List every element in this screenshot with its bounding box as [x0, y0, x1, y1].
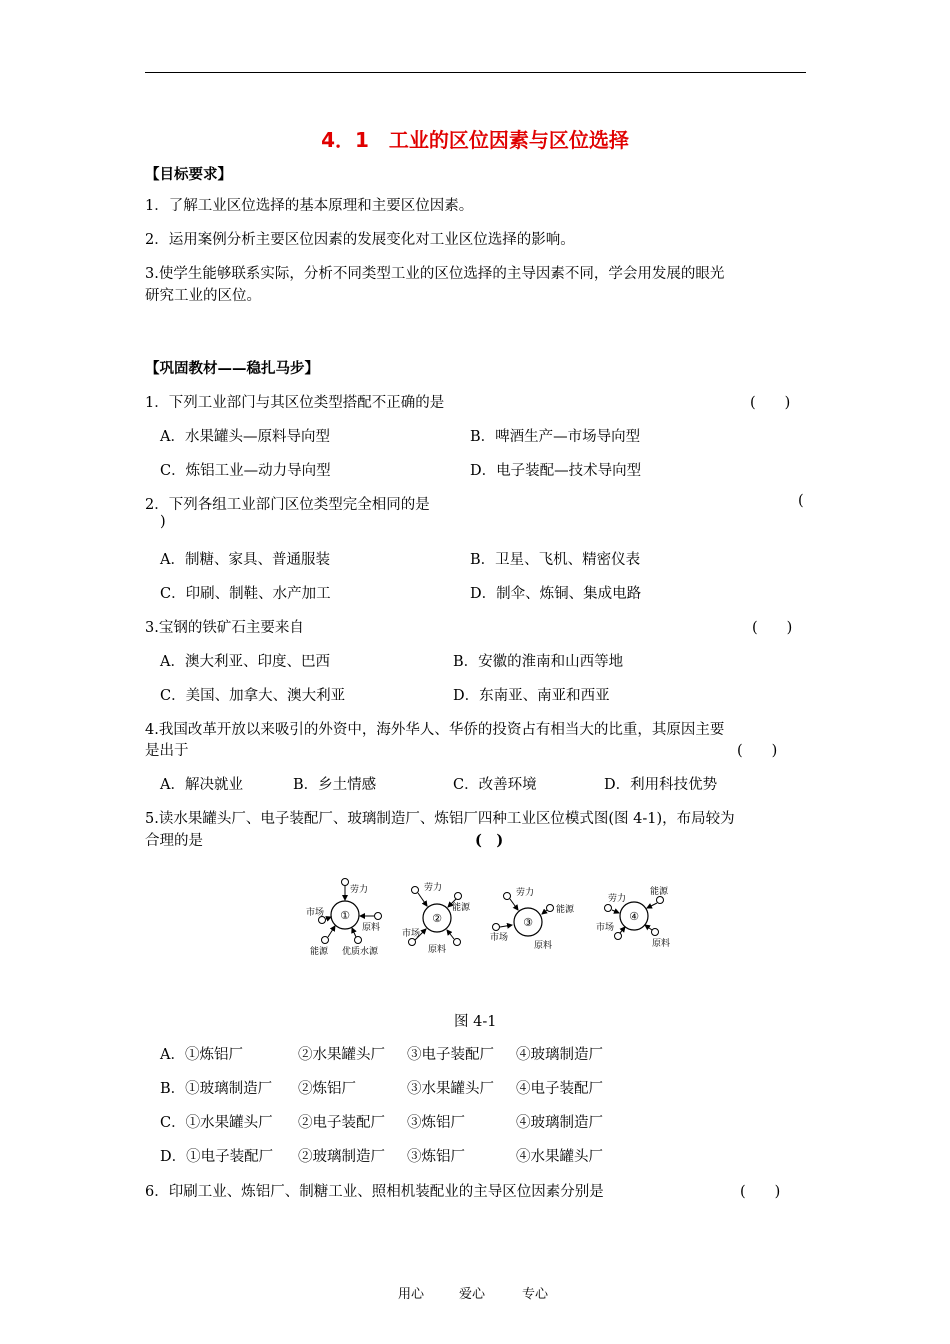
q5-option-b-4: ④电子装配厂	[516, 1081, 603, 1097]
q5-option-c-4: ④玻璃制造厂	[516, 1115, 603, 1131]
diagram-3	[490, 886, 575, 951]
svg-text:市场: 市场	[490, 933, 509, 943]
svg-text:优质水源: 优质水源	[342, 947, 379, 957]
diagram-4	[596, 885, 670, 949]
q4-option-b: B．乡土情感	[293, 777, 377, 793]
page-title: 4．1 工业的区位因素与区位选择	[321, 128, 629, 152]
q5-option-d-3: ③炼铝厂	[407, 1149, 465, 1165]
q5-option-a-4: ④玻璃制造厂	[516, 1047, 603, 1063]
svg-text:③: ③	[523, 916, 533, 929]
svg-text:市场: 市场	[402, 929, 421, 939]
goal-item-3: 3.使学生能够联系实际，分析不同类型工业的区位选择的主导因素不同，学会用发展的眼光	[145, 266, 725, 282]
svg-text:能源: 能源	[556, 905, 575, 915]
svg-text:②: ②	[432, 912, 442, 925]
q5-option-c-1: C．①水果罐头厂	[160, 1115, 273, 1131]
labor-node-1	[342, 879, 349, 886]
practice-heading: 【巩固教材——稳扎马步】	[145, 361, 319, 377]
q5-option-a-1: A．①炼铝厂	[160, 1047, 243, 1063]
q5-option-d-1: D．①电子装配厂	[160, 1149, 274, 1165]
svg-text:④: ④	[629, 910, 639, 923]
q3-option-d: D．东南亚、南亚和西亚	[453, 688, 610, 704]
q2-option-c: C．印刷、制鞋、水产加工	[160, 586, 331, 602]
q6-stem: 6．印刷工业、炼铝厂、制糖工业、照相机装配业的主导区位因素分别是	[145, 1184, 604, 1200]
svg-text:原料: 原料	[428, 945, 447, 955]
q4-option-c: C．改善环境	[453, 777, 537, 793]
svg-text:劳力: 劳力	[516, 888, 535, 898]
q1-option-d: D．电子装配—技术导向型	[470, 463, 642, 479]
q5-stem-line2: 合理的是	[145, 833, 203, 849]
q4-option-a: A．解决就业	[160, 777, 243, 793]
svg-text:市场: 市场	[306, 908, 325, 918]
q1-answer-paren: ( )	[750, 395, 791, 411]
goals-heading: 【目标要求】	[145, 167, 232, 183]
location-pattern-figure	[300, 870, 680, 965]
svg-text:劳力: 劳力	[424, 883, 443, 893]
q2-option-b: B．卫星、飞机、精密仪表	[470, 552, 641, 568]
diagram-2	[402, 881, 471, 955]
q5-option-d-4: ④水果罐头厂	[516, 1149, 603, 1165]
figure-caption: 图 4-1	[454, 1014, 497, 1030]
q4-answer-paren: ( )	[737, 743, 778, 759]
q5-stem-line1: 5.读水果罐头厂、电子装配厂、玻璃制造厂、炼铝厂四种工业区位模式图(图 4-1)，布局较为	[145, 811, 735, 827]
q3-stem: 3.宝钢的铁矿石主要来自	[145, 620, 304, 636]
q5-option-b-1: B．①玻璃制造厂	[160, 1081, 273, 1097]
q2-paren-close: )	[160, 514, 166, 530]
footer-text-1: 用心	[398, 1287, 425, 1302]
svg-text:原料: 原料	[652, 939, 671, 949]
q4-stem-line2: 是出于	[145, 743, 189, 759]
q5-option-b-2: ②炼铝厂	[298, 1081, 356, 1097]
goal-item-3-cont: 研究工业的区位。	[145, 288, 261, 304]
q3-option-b: B．安徽的淮南和山西等地	[453, 654, 624, 670]
svg-text:能源: 能源	[650, 887, 669, 897]
svg-text:市场: 市场	[596, 923, 615, 933]
svg-text:劳力: 劳力	[350, 885, 369, 895]
q1-stem: 1．下列工业部门与其区位类型搭配不正确的是	[145, 395, 445, 411]
q3-answer-paren: ( )	[752, 620, 793, 636]
q2-option-d: D．制伞、炼铜、集成电路	[470, 586, 642, 602]
q3-option-a: A．澳大利亚、印度、巴西	[160, 654, 330, 670]
goal-item-1: 1．了解工业区位选择的基本原理和主要区位因素。	[145, 198, 474, 214]
q2-stem: 2．下列各组工业部门区位类型完全相同的是	[145, 497, 430, 513]
diagram-1-number: ①	[340, 909, 350, 922]
q5-option-a-3: ③电子装配厂	[407, 1047, 494, 1063]
q2-option-a: A．制糖、家具、普通服装	[160, 552, 330, 568]
q2-paren-open: (	[798, 493, 804, 509]
svg-text:能源: 能源	[310, 947, 329, 957]
header-rule	[145, 72, 806, 73]
q3-option-c: C．美国、加拿大、澳大利亚	[160, 688, 346, 704]
svg-text:原料: 原料	[534, 941, 553, 951]
q6-answer-paren: ( )	[740, 1184, 781, 1200]
q5-option-b-3: ③水果罐头厂	[407, 1081, 494, 1097]
goal-item-2: 2．运用案例分析主要区位因素的发展变化对工业区位选择的影响。	[145, 232, 575, 248]
q1-option-a: A．水果罐头—原料导向型	[160, 429, 330, 445]
q5-option-c-2: ②电子装配厂	[298, 1115, 385, 1131]
q1-option-c: C．炼铝工业—动力导向型	[160, 463, 331, 479]
q5-option-d-2: ②玻璃制造厂	[298, 1149, 385, 1165]
q5-option-c-3: ③炼铝厂	[407, 1115, 465, 1131]
footer-text-2: 爱心	[459, 1287, 486, 1302]
q4-stem-line1: 4.我国改革开放以来吸引的外资中，海外华人、华侨的投资占有相当大的比重，其原因主要	[145, 722, 725, 738]
q1-option-b: B．啤酒生产—市场导向型	[470, 429, 641, 445]
diagram-1	[306, 879, 382, 958]
q5-answer-paren: ( )	[475, 832, 504, 849]
svg-text:原料: 原料	[362, 923, 381, 933]
svg-text:能源: 能源	[452, 903, 471, 913]
svg-text:劳力: 劳力	[608, 894, 627, 904]
q5-option-a-2: ②水果罐头厂	[298, 1047, 385, 1063]
q4-option-d: D．利用科技优势	[604, 777, 718, 793]
footer-text-3: 专心	[522, 1287, 549, 1302]
